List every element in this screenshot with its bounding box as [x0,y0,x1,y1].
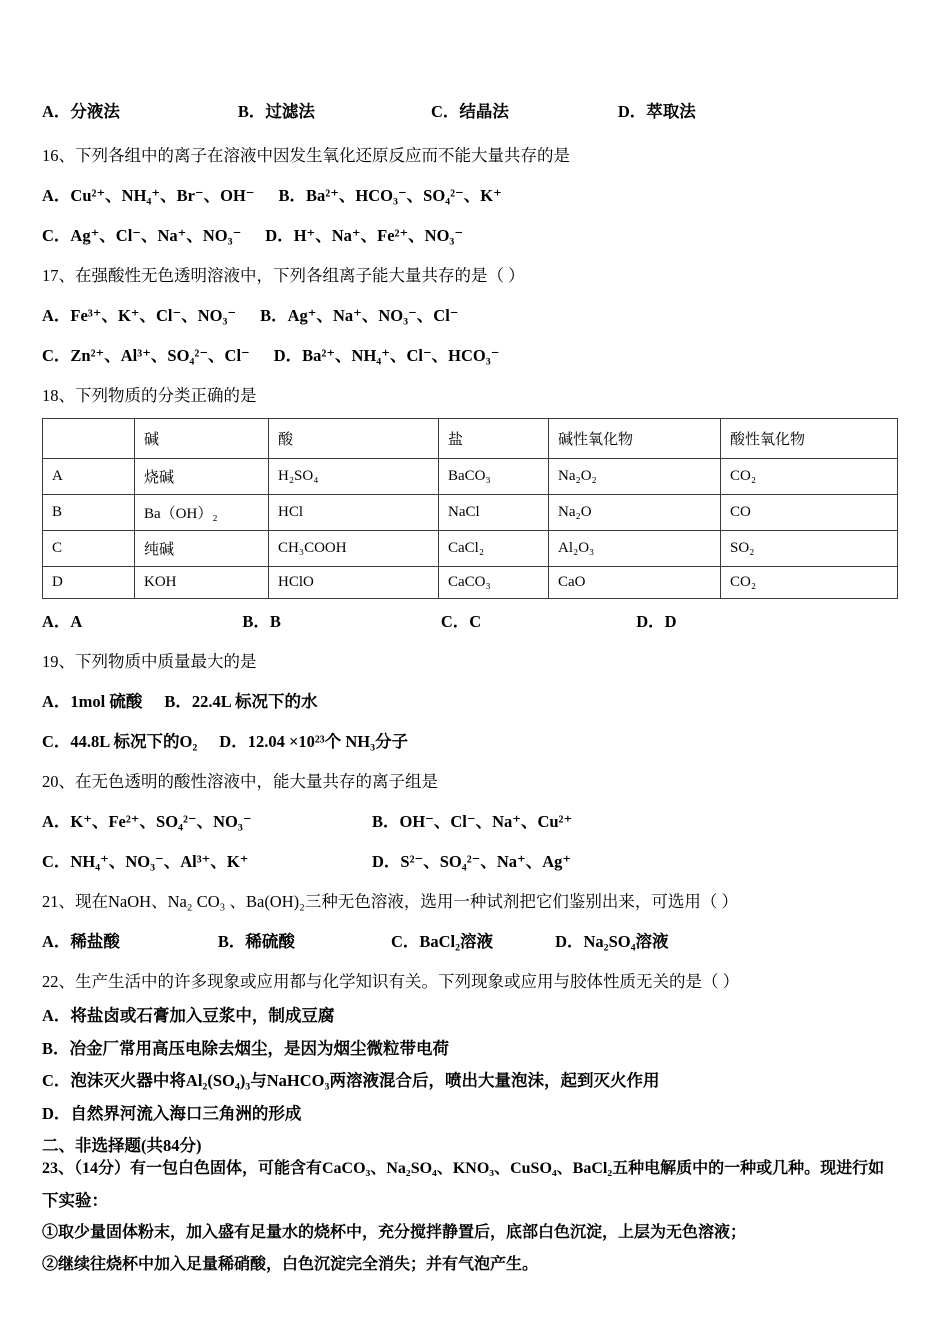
q17-stem: 17、在强酸性无色透明溶液中，下列各组离子能大量共存的是（ ） [42,266,525,285]
spacer [42,832,912,848]
table-row [43,531,898,567]
table-row [43,495,898,531]
q16-options-row-1 [42,182,912,206]
q19-options-row-1 [42,688,912,712]
cell-basic-oxide: Na₂O [549,495,721,531]
cell-base: 烧碱 [135,459,269,495]
q17-option-c: C．Zn²⁺、Al³⁺、SO₄²⁻、Cl⁻ [42,346,250,365]
spacer [481,608,636,632]
spacer [42,1209,912,1225]
spacer [42,1241,912,1257]
cell-base: Ba（OH）₂ [135,495,269,531]
spacer [42,752,912,768]
q17-options-row-2 [42,342,912,366]
q15-option-a: A．分液法 [42,102,120,121]
cell-acidic-oxide: SO₂ [721,531,898,567]
cell-acidic-oxide: CO [721,495,898,531]
q21-stem: 21、现在NaOH、Na₂ CO₃ 、Ba(OH)₂三种无色溶液，选用一种试剂把它们鉴别出来，可选用（ ） [42,892,739,911]
q16-option-d: D．H⁺、Na⁺、Fe²⁺、NO₃⁻ [265,226,464,245]
q19-option-d: D．12.04 ×10²³个 NH₃分子 [219,732,409,751]
q20-options-row-2 [42,848,912,872]
q16-stem: 16、下列各组中的离子在溶液中因发生氧化还原反应而不能大量共存的是 [42,146,570,165]
q19-option-a: A．1mol 硫酸 [42,692,143,711]
q23-stem-line1: 23、（14分）有一包白色固体，可能含有CaCO₃、Na₂SO₄、KNO₃、CuSO₄、BaCl₂五种电解质中的一种或几种。现进行如 [42,1159,885,1177]
q19-options-row-2 [42,728,912,752]
row-label: B [43,495,135,531]
table-header-acid: 酸 [269,419,439,459]
cell-basic-oxide: Al₂O₃ [549,531,721,567]
q15-option-c: C．结晶法 [430,102,509,121]
q18-stem: 18、下列物质的分类正确的是 [42,386,257,405]
spacer [42,286,912,302]
spacer [82,608,242,632]
q19-option-b: B．22.4L 标况下的水 [164,692,318,711]
q20-option-b: B．OH⁻、Cl⁻、Na⁺、Cu²⁺ [372,812,573,831]
table-row [43,567,898,599]
spacer [42,792,912,808]
spacer [42,672,912,688]
q16-option-b: B．Ba²⁺、HCO₃⁻、SO₄²⁻、K⁺ [278,186,502,205]
table-header-base: 碱 [135,419,269,459]
row-label: C [43,531,135,567]
q21-option-a: A．稀盐酸 [42,932,120,951]
classification-table [42,418,898,599]
q22-option-c: C．泡沫灭火器中将Al₂(SO₄)₃与NaHCO₃两溶液混合后，喷出大量泡沫，起到灭火作用 [42,1071,660,1090]
spacer [42,406,912,416]
spacer [42,166,912,182]
spacer [42,872,912,888]
cell-salt: CaCO₃ [439,567,549,599]
q22-option-b: B．冶金厂常用高压电除去烟尘，是因为烟尘微粒带电荷 [42,1038,450,1058]
table-header-basic-oxide: 碱性氧化物 [549,419,721,459]
q22-stem: 22、生产生活中的许多现象或应用都与化学知识有关。下列现象或应用与胶体性质无关的是（ ） [42,972,740,991]
spacer [281,608,441,632]
cell-salt: CaCl₂ [439,531,549,567]
spacer [42,246,912,262]
q20-options-row-1 [42,808,912,832]
cell-acid: H₂SO₄ [269,459,439,495]
q16-options-row-2 [42,222,912,246]
q19-stem: 19、下列物质中质量最大的是 [42,652,257,671]
cell-acid: CH₃COOH [269,531,439,567]
q21-options-row [42,928,912,952]
cell-salt: BaCO₃ [439,459,549,495]
spacer [42,1177,912,1193]
spacer [42,206,912,222]
row-label: D [43,567,135,599]
q18-answer-d: D．D [636,612,677,631]
cell-base: 纯碱 [135,531,269,567]
q18-answer-c: C．C [440,612,482,631]
cell-salt: NaCl [439,495,549,531]
q18-answer-b: B．B [242,612,281,631]
cell-basic-oxide: Na₂O₂ [549,459,721,495]
spacer [42,122,912,142]
q23-step-2: ②继续往烧杯中加入足量稀硝酸，白色沉淀完全消失；并有气泡产生。 [42,1256,539,1273]
cell-acidic-oxide: CO₂ [721,567,898,599]
cell-base: KOH [135,567,269,599]
spacer [42,952,912,968]
q20-option-a: A．K⁺、Fe²⁺、SO₄²⁻、NO₃⁻ [42,812,252,831]
q15-option-b: B．过滤法 [237,102,315,121]
q22-option-d: D．自然界河流入海口三角洲的形成 [42,1103,302,1123]
q17-options-row-1 [42,302,912,326]
spacer [42,366,912,382]
spacer [42,712,912,728]
table-row [43,459,898,495]
q21-option-d: D．Na₂SO₄溶液 [555,932,669,951]
q21-option-c: C．BaCl₂溶液 [390,932,494,951]
table-header-row [43,419,898,459]
cell-acid: HClO [269,567,439,599]
cell-basic-oxide: CaO [549,567,721,599]
q17-option-a: A．Fe³⁺、K⁺、Cl⁻、NO₃⁻ [42,306,237,325]
spacer [42,912,912,928]
q17-option-b: B．Ag⁺、Na⁺、NO₃⁻、Cl⁻ [260,306,459,325]
table-header-salt: 盐 [439,419,549,459]
cell-acidic-oxide: CO₂ [721,459,898,495]
row-label: A [43,459,135,495]
spacer [42,632,912,648]
q20-option-c: C．NH₄⁺、NO₃⁻、Al³⁺、K⁺ [42,852,249,871]
q15-options-row [42,98,912,122]
q19-option-c: C．44.8L 标况下的O₂ [42,732,198,751]
q22-option-a: A．将盐卤或石膏加入豆浆中，制成豆腐 [42,1006,335,1025]
q20-stem: 20、在无色透明的酸性溶液中，能大量共存的离子组是 [42,772,438,791]
q15-option-d: D．萃取法 [617,102,696,121]
spacer [42,326,912,342]
q18-answer-a: A．A [42,612,83,631]
q23-stem-line2: 下实验： [42,1190,108,1210]
table-header-blank [43,419,135,459]
q18-answers-row [42,608,912,632]
q23-step-1: ①取少量固体粉末，加入盛有足量水的烧杯中，充分搅拌静置后，底部白色沉淀，上层为无色溶液； [42,1224,747,1241]
q17-option-d: D．Ba²⁺、NH₄⁺、Cl⁻、HCO₃⁻ [273,346,500,365]
q16-option-a: A．Cu²⁺、NH₄⁺、Br⁻、OH⁻ [42,186,255,205]
table-header-acidic-oxide: 酸性氧化物 [721,419,898,459]
section2-heading: 二、非选择题(共84分) [42,1136,202,1155]
cell-acid: HCl [269,495,439,531]
q20-option-d: D．S²⁻、SO₄²⁻、Na⁺、Ag⁺ [372,852,572,871]
q21-option-b: B．稀硫酸 [217,932,295,951]
q16-option-c: C．Ag⁺、Cl⁻、Na⁺、NO₃⁻ [42,226,242,245]
